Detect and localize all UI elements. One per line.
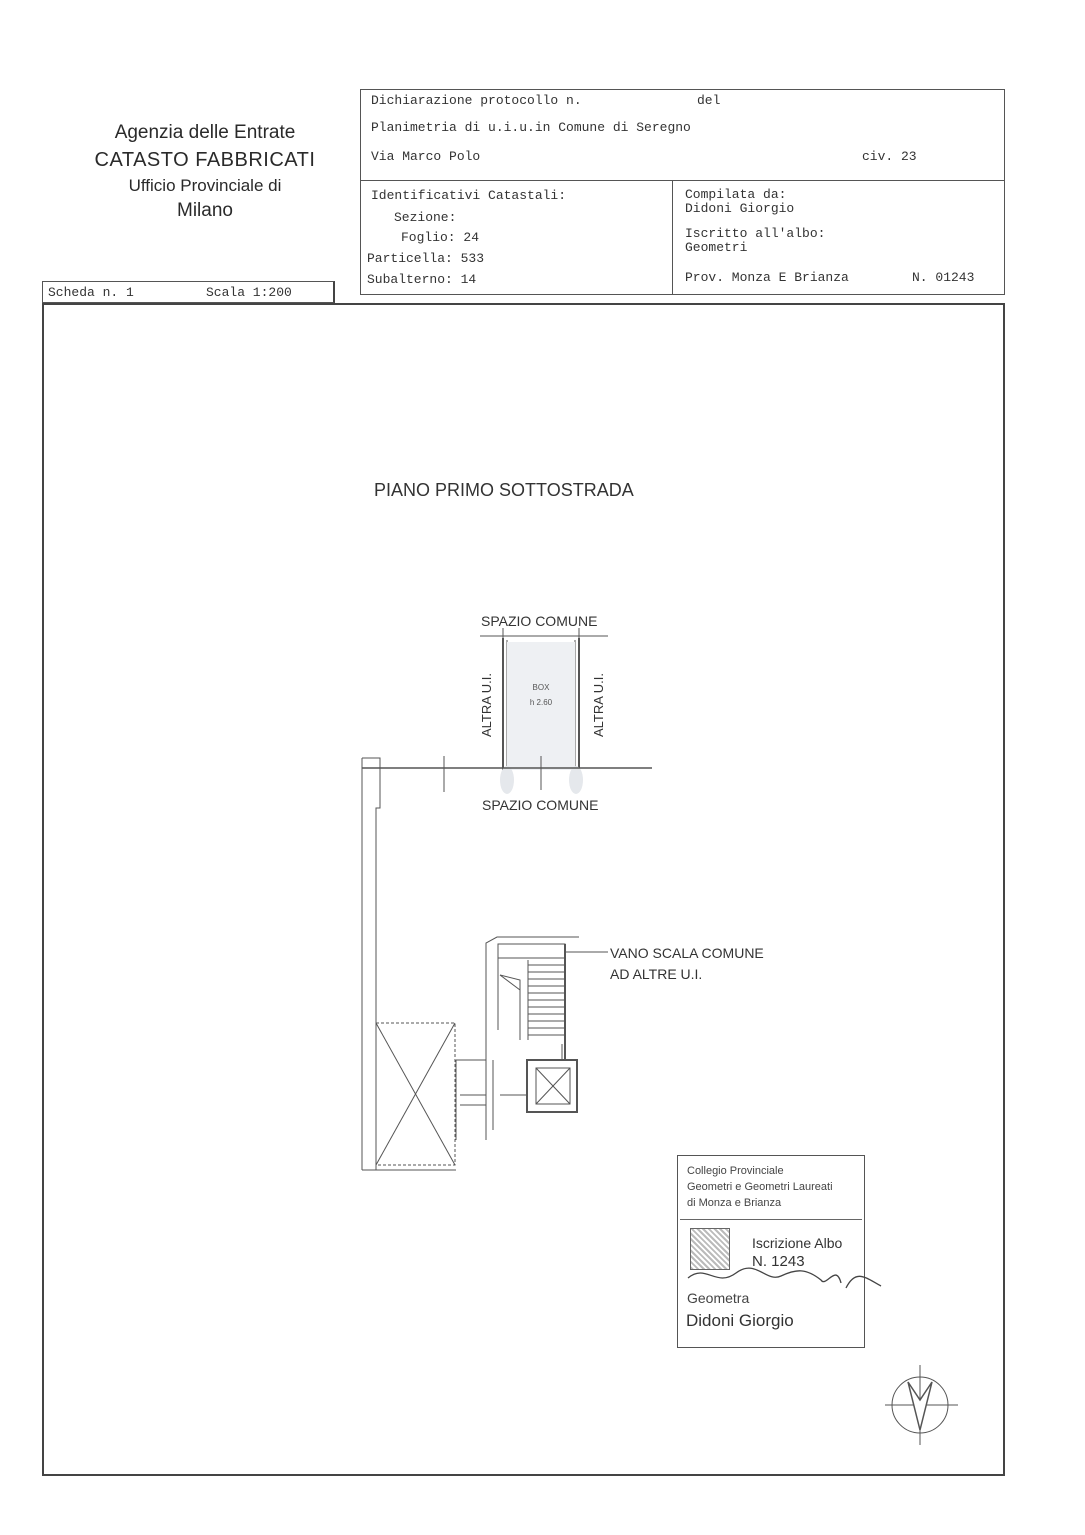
altra-ui-left-label: ALTRA U.I. [479,672,494,738]
province: Prov. Monza E Brianza [685,270,849,285]
stamp-line2: Geometri e Geometri Laureati [687,1181,833,1193]
floor-title: PIANO PRIMO SOTTOSTRADA [374,480,634,500]
box-label: BOX [532,683,550,692]
office-city: Milano [177,200,233,221]
left-wall-inner [362,758,380,1170]
registered-label: Iscritto all'albo: [685,226,826,241]
altra-ui-right-label: ALTRA U.I. [591,672,606,738]
box-height-label: h 2.60 [529,698,553,707]
spazio-comune-bottom: SPAZIO COMUNE [482,797,599,813]
registry-number: N. 01243 [912,270,975,285]
spazio-comune-top: SPAZIO COMUNE [481,613,598,629]
stamp-title: Geometra [687,1290,750,1306]
planimetria-line: Planimetria di u.i.u.in Comune di Seregno [371,120,691,135]
agency-name: Agenzia delle Entrate [114,122,296,143]
address-line: Via Marco Polo [371,149,481,164]
stair-landing [498,944,565,958]
box-mark-right [569,766,583,794]
sheet-number: Scheda n. 1 [48,285,134,300]
particella: Particella: 533 [367,251,485,266]
identifiers-title: Identificativi Catastali: [371,188,567,203]
stamp-name: Didoni Giorgio [686,1311,794,1330]
stair-ramp [500,975,520,1040]
stair-steps [528,965,564,1035]
stamp-iscrizione: Iscrizione Albo [752,1235,843,1251]
protocol-label: Dichiarazione protocollo n. [371,93,582,108]
stamp-line1: Collegio Provinciale [687,1165,784,1177]
sheet-scale: Scala 1:200 [206,285,292,300]
foglio: Foglio: 24 [401,230,480,245]
registry-name: Geometri [685,240,748,255]
stamp-number: N. 1243 [752,1253,805,1270]
catasto-title: CATASTO FABBRICATI [94,149,316,171]
sezione: Sezione: [394,210,457,225]
stair-label-line2: AD ALTRE U.I. [610,966,703,982]
stamp-line3: di Monza e Brianza [687,1197,782,1209]
protocol-date-label: del [697,93,721,108]
civic-number: civ. 23 [862,149,917,164]
compiler-name: Didoni Giorgio [685,201,795,216]
compiled-by-label: Compilata da: [685,187,787,202]
office-line: Ufficio Provinciale di [128,176,282,195]
subalterno: Subalterno: 14 [367,272,477,287]
box-mark-left [500,766,514,794]
stair-label-line1: VANO SCALA COMUNE [610,945,764,961]
stamp-divider [680,1219,862,1220]
